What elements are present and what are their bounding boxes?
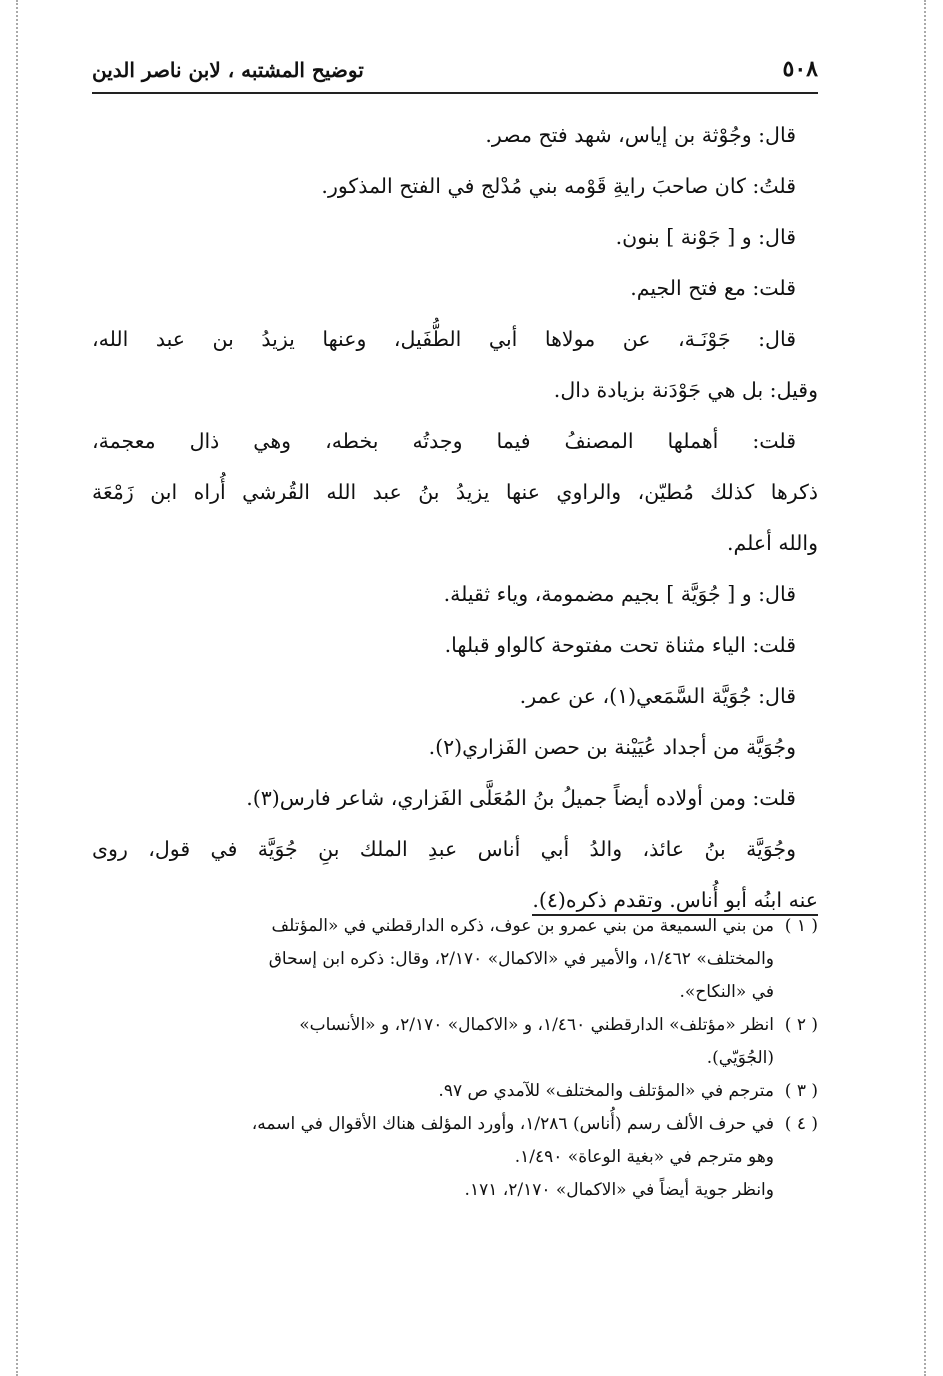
footnote-continuation: في «النكاح». (679, 982, 774, 1002)
running-title: توضيح المشتبه ، لابن ناصر الدين (92, 58, 364, 82)
footnote (92, 1075, 818, 1108)
running-header (92, 52, 818, 94)
text-line: قال: و [ جُوَيَّة ] بجيم مضمومة، وياء ثقيلة. (443, 582, 796, 606)
footnote-continuation: وانظر جوية أيضاً في «الاكمال» ٢/١٧٠، ١٧١. (464, 1180, 774, 1200)
text-line: وجُوَيَّة بنُ عائذ، والدُ أبي أناس عبدِ الملك بنِ جُوَيَّة في قول، روى (92, 837, 796, 861)
text-line: قال: جَوْنَـة، عن مولاها أبي الطُّفَيل، وعنها يزيدُ بن عبد الله، (92, 327, 796, 351)
text-line: قال: وجُوْثة بن إياس، شهد فتح مصر. (485, 123, 796, 147)
text-line: ذكرها كذلك مُطيّن، والراوي عنها يزيدُ بنُ عبد الله القُرشي أُراه ابن زَمْعَة (92, 480, 818, 504)
footnote (92, 910, 818, 1009)
footnote (92, 1009, 818, 1075)
footnote-text: مترجم في «المؤتلف والمختلف» للآمدي ص ٩٧. (438, 1081, 774, 1101)
text-line: قلتُ: كان صاحبَ رايةِ قَوْمه بني مُدْلج في الفتح المذكور. (321, 174, 796, 198)
footnote-number: ( ٢ ) (784, 1015, 818, 1035)
footnote-number: ( ١ ) (784, 916, 818, 936)
footnote-continuation: وهو مترجم في «بغية الوعاة» ١/٤٩٠. (514, 1147, 774, 1167)
footnote-text: في حرف الألف رسم (أُناس) ١/٢٨٦، وأورد المؤلف هناك الأقوال في اسمه، (251, 1114, 774, 1134)
footnotes (92, 910, 818, 1207)
footnote-continuation: (الجُوَيّي). (706, 1048, 774, 1068)
left-margin-dotted-rule (16, 0, 18, 1376)
footnote-text: من بني السميعة من بني عمرو بن عوف، ذكره الدارقطني في «المؤتلف (271, 916, 774, 936)
text-line: قلت: أهملها المصنفُ فيما وجدتُه بخطه، وهي ذال معجمة، (92, 429, 796, 453)
main-text (92, 110, 818, 926)
text-line: قال: جُوَيَّة السَّمَعي(١)، عن عمر. (519, 684, 796, 708)
text-line: والله أعلم. (726, 531, 818, 555)
footnote-text: انظر «مؤتلف» الدارقطني ١/٤٦٠، و «الاكمال» ٢/١٧٠، و «الأنساب» (299, 1015, 774, 1035)
text-line: قلت: مع فتح الجيم. (630, 276, 796, 300)
text-line: وقيل: بل هي جَوْدَنة بزيادة دال. (553, 378, 818, 402)
footnote-continuation: والمختلف» ١/٤٦٢، والأمير في «الاكمال» ٢/١٧٠، وقال: ذكره ابن إسحاق (268, 949, 774, 969)
text-line: قلت: الياء مثناة تحت مفتوحة كالواو قبلها. (444, 633, 796, 657)
footnote-number: ( ٤ ) (784, 1114, 818, 1134)
footnote-number: ( ٣ ) (784, 1081, 818, 1101)
closing-text: عنه ابنُه أبو أُناس. وتقدم ذكره(٤). (532, 888, 818, 916)
text-line: قلت: ومن أولاده أيضاً جميلُ بنُ المُعَلَّى الفَزاري، شاعر فارس(٣). (246, 786, 796, 810)
text-line: قال: و [ جَوْنة ] بنون. (615, 225, 796, 249)
page-number: ٥٠٨ (782, 56, 818, 82)
text-line: وجُوَيَّة من أجداد عُيَيْنة بن حصن الفَزاري(٢). (428, 735, 796, 759)
right-margin-dotted-rule (924, 0, 926, 1376)
footnote (92, 1108, 818, 1207)
